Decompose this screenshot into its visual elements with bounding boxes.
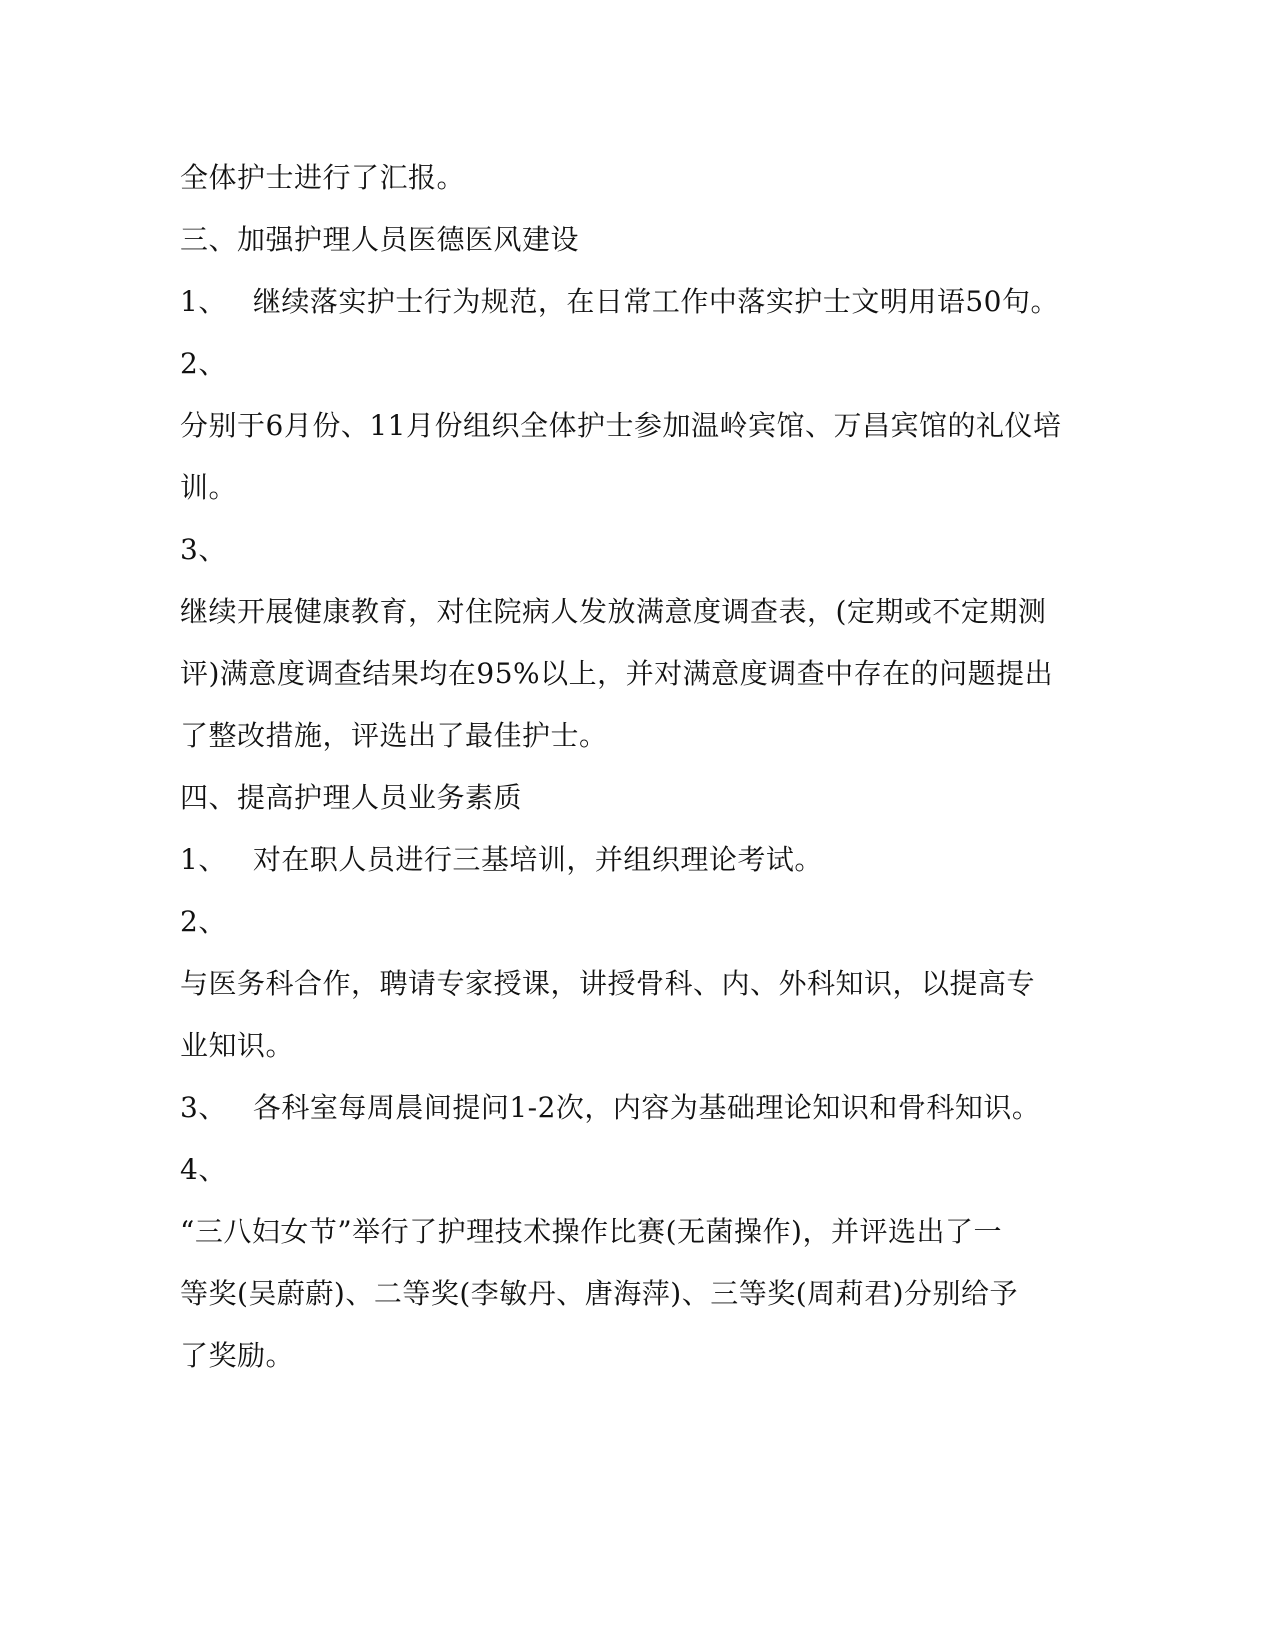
line-text: 分别于6月份、11月份组织全体护士参加温岭宾馆、万昌宾馆的礼仪培	[180, 409, 1062, 442]
line-text: 继续开展健康教育，对住院病人发放满意度调查表，(定期或不定期测	[180, 595, 1047, 628]
list-number-line	[180, 904, 1060, 940]
list-number: 1、	[180, 285, 227, 318]
paragraph-line	[180, 470, 1060, 506]
paragraph-line	[180, 1028, 1060, 1064]
line-text: 了整改措施，评选出了最佳护士。	[180, 719, 608, 752]
line-text: 三、加强护理人员医德医风建设	[180, 223, 580, 256]
list-number: 4、	[180, 1153, 227, 1186]
line-text: 业知识。	[180, 1029, 295, 1062]
paragraph-line	[180, 1214, 1060, 1250]
list-number: 2、	[180, 905, 227, 938]
list-number: 3、	[180, 1091, 227, 1124]
list-number-line	[180, 1152, 1060, 1188]
line-text: “三八妇女节”举行了护理技术操作比赛(无菌操作)，并评选出了一	[180, 1215, 1002, 1248]
list-number: 2、	[180, 347, 227, 380]
list-text: 对在职人员进行三基培训，并组织理论考试。	[252, 843, 823, 876]
list-number: 3、	[180, 533, 227, 566]
paragraph-line	[180, 408, 1060, 444]
paragraph-line	[180, 1338, 1060, 1374]
paragraph-line	[180, 1276, 1060, 1312]
line-text: 评)满意度调查结果均在95%以上，并对满意度调查中存在的问题提出	[180, 657, 1054, 690]
list-item	[180, 284, 1060, 320]
list-text: 各科室每周晨间提问1-2次，内容为基础理论知识和骨科知识。	[252, 1091, 1041, 1124]
list-item	[180, 842, 1060, 878]
section-heading	[180, 780, 1060, 816]
paragraph-line	[180, 656, 1060, 692]
paragraph-line	[180, 594, 1060, 630]
line-text: 训。	[180, 471, 238, 504]
line-text: 全体护士进行了汇报。	[180, 161, 466, 194]
list-number-line	[180, 532, 1060, 568]
line-text: 了奖励。	[180, 1339, 295, 1372]
line-text: 与医务科合作，聘请专家授课，讲授骨科、内、外科知识，以提高专	[180, 967, 1036, 1000]
list-text: 继续落实护士行为规范，在日常工作中落实护士文明用语50句。	[252, 285, 1059, 318]
line-text: 四、提高护理人员业务素质	[180, 781, 523, 814]
section-heading	[180, 222, 1060, 258]
paragraph-line	[180, 718, 1060, 754]
paragraph-line	[180, 966, 1060, 1002]
list-number-line	[180, 346, 1060, 382]
paragraph-line	[180, 160, 1060, 196]
list-number: 1、	[180, 843, 227, 876]
line-text: 等奖(吴蔚蔚)、二等奖(李敏丹、唐海萍)、三等奖(周莉君)分别给予	[180, 1277, 1019, 1310]
list-item	[180, 1090, 1060, 1126]
